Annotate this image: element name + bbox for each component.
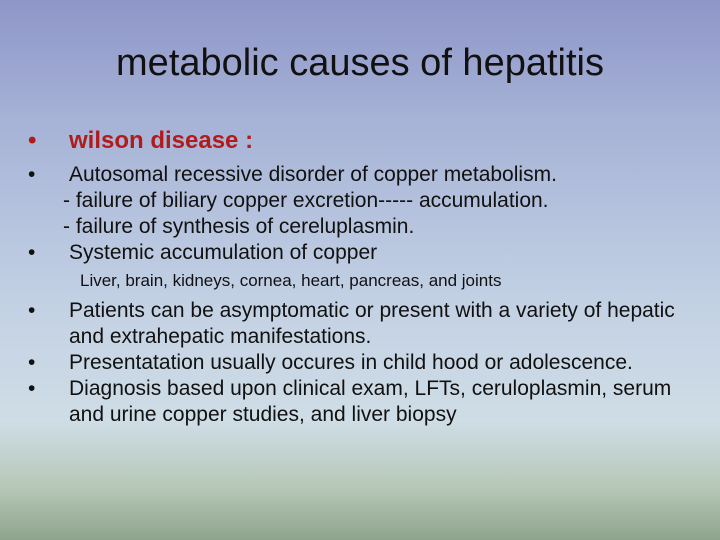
bullet-dot-icon: • — [28, 163, 36, 186]
bullet-text-before: Autosomal recessive disorder of — [69, 163, 374, 186]
slide-content — [26, 126, 706, 428]
bullet-presentation — [26, 350, 706, 376]
bullet-systemic — [26, 240, 706, 266]
bullet-text-after: metabolism. — [437, 163, 557, 186]
bullet-text: Patients can be asymptomatic or present with a variety of hepatic and extrahepatic manifestations. — [69, 299, 675, 348]
bullet-text: Systemic accumulation of copper — [69, 241, 378, 264]
bullet-text-emphasis: copper — [373, 163, 438, 186]
bullet-wilson-heading — [26, 126, 706, 156]
heading-text: wilson disease : — [69, 127, 254, 154]
bullet-dot-icon: • — [28, 241, 36, 264]
subline-organs: Liver, brain, kidneys, cornea, heart, pancreas, and joints — [80, 271, 502, 290]
bullet-autosomal — [26, 162, 706, 188]
bullet-text: Presentatation usually occures in child hood or adolescence. — [69, 351, 633, 374]
slide-title: metabolic causes of hepatitis — [116, 42, 604, 84]
bullet-dot-icon: • — [28, 299, 36, 322]
bullet-patients — [26, 298, 706, 350]
bullet-dot-icon: • — [28, 127, 37, 154]
bullet-dot-icon: • — [28, 377, 36, 400]
bullet-dot-icon: • — [28, 351, 36, 374]
subline-cereluplasmin: - failure of synthesis of cereluplasmin. — [63, 215, 415, 238]
bullet-diagnosis — [26, 376, 706, 428]
bullet-text: Diagnosis based upon clinical exam, LFTs, ceruloplasmin, serum and urine copper studies, and liver biopsy — [69, 377, 672, 426]
subline-biliary-excretion: - failure of biliary copper excretion----- accumulation. — [63, 189, 549, 212]
